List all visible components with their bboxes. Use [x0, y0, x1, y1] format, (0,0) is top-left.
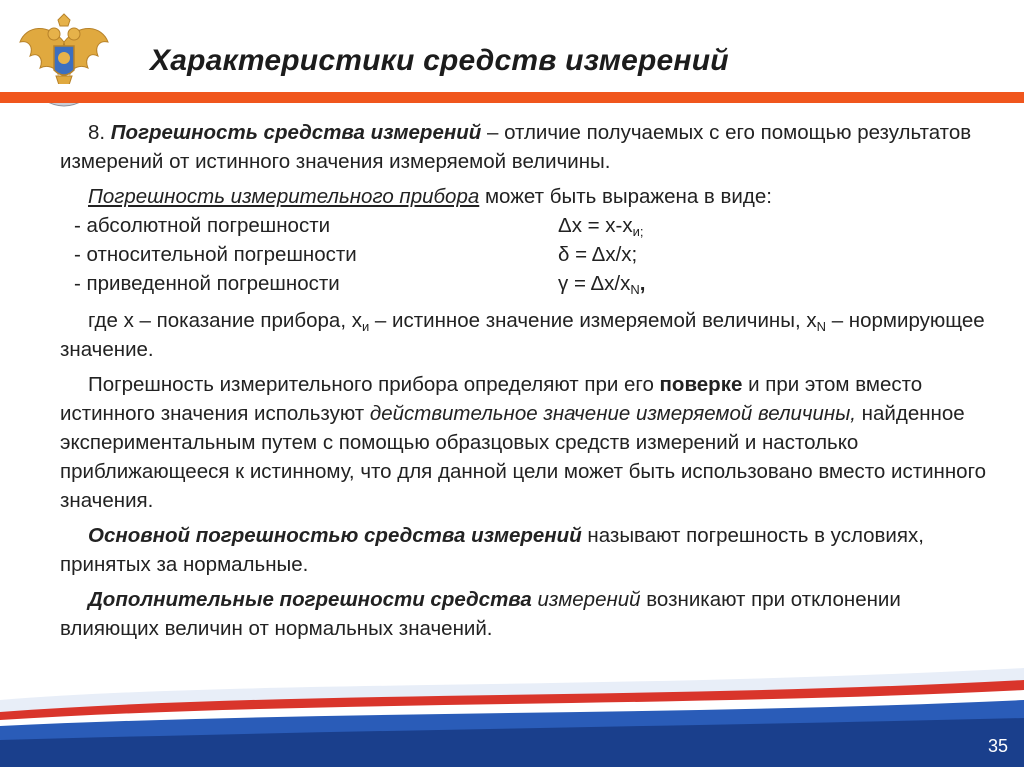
formula-expression: $\Delta x = x-x_{и;}$: [558, 214, 644, 239]
term-instrument-error: Погрешность средства измерений: [110, 121, 482, 144]
paragraph-additional-error: Дополнительные погрешности средства измерений возникают при отклонении влияющих величин от нормальных значений.: [60, 588, 901, 640]
formula-row-absolute: [60, 211, 990, 240]
paragraph-verification: Погрешность измерительного прибора определяют при его поверке и при этом вместо истинного значения используют действительное значение измеряемой величины, найденное экспериментальным путем с помощью образцовых средств измерений и настолько приближающееся к истинному, что для данной цели может быть использовано вместо истинного значения.: [60, 373, 987, 512]
header-divider: [0, 92, 1024, 103]
footer-waves: [0, 660, 1024, 767]
term-device-error: Погрешность измерительного прибора: [88, 185, 480, 208]
term-verification: поверке: [659, 373, 743, 396]
term-additional-error: Дополнительные погрешности средства: [88, 588, 532, 611]
item-number: 8.: [88, 121, 111, 144]
formula-label: - абсолютной погрешности: [74, 214, 331, 237]
formula-expression: $\gamma = \Delta x/x_N$,: [558, 272, 646, 297]
definition-text: – отличие получаемых с его помощью результатов измерений от истинного значения измеряемой величины.: [60, 121, 972, 173]
paragraph-definition: [60, 118, 990, 176]
formula-label: - относительной погрешности: [74, 243, 357, 266]
term-basic-error: Основной погрешностью средства измерений: [88, 524, 582, 547]
formula-row-reduced: [60, 269, 990, 298]
forms-text: может быть выражена в виде:: [479, 185, 772, 208]
page-title: Характеристики средств измерений: [150, 44, 729, 77]
paragraph-basic-error: Основной погрешностью средства измерений называют погрешность в условиях, принятых за нормальные.: [60, 524, 924, 576]
paragraph-notation: где x – показание прибора, $x_и$ – истинное значение измеряемой величины, $x_N$ – нормирующее значение.: [60, 309, 985, 361]
formula-expression: δ = Δx/x;: [558, 243, 638, 266]
formula-label: - приведенной погрешности: [74, 272, 340, 295]
page-number: 35: [987, 736, 1008, 756]
term-actual-value: действительное значение измеряемой величины,: [369, 402, 856, 425]
formula-row-relative: [60, 240, 990, 269]
paragraph-forms: [60, 182, 990, 211]
slide-body: [60, 118, 990, 649]
